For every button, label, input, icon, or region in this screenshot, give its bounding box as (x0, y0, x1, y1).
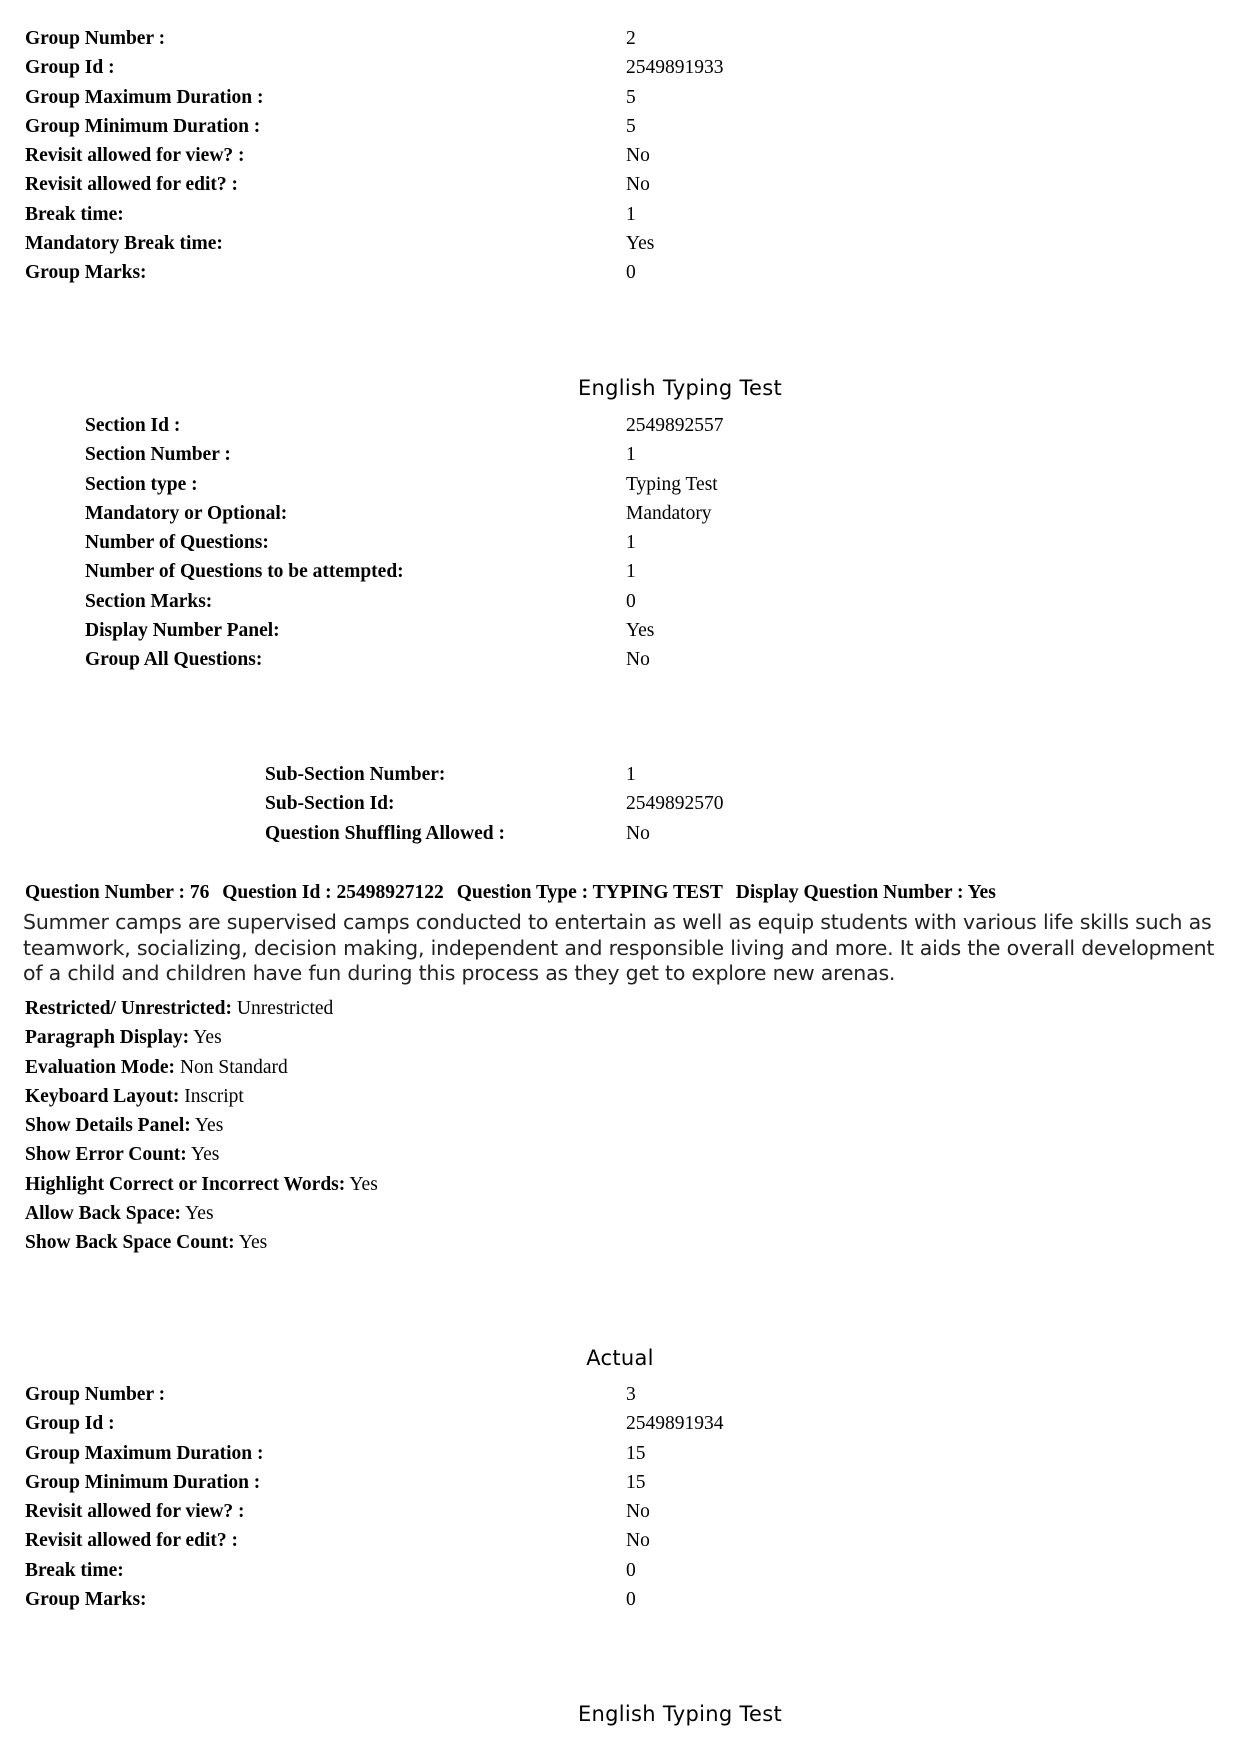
info-row (0, 170, 1240, 199)
info-label: Group Minimum Duration : (25, 1471, 261, 1493)
info-value: No (626, 1530, 650, 1552)
info-row (0, 1409, 1240, 1438)
info-row (0, 1585, 1240, 1614)
info-value: 2549892570 (626, 793, 724, 815)
info-value: 1 (626, 203, 636, 225)
info-value: 0 (626, 590, 636, 612)
info-label: Revisit allowed for view? : (25, 145, 245, 167)
info-value: 0 (626, 1559, 636, 1581)
property-value: Yes (193, 1027, 222, 1049)
info-label: Section Number : (85, 444, 231, 466)
info-row (0, 200, 1240, 229)
info-row (0, 789, 1240, 818)
info-value: No (626, 145, 650, 167)
group-info-block (0, 1380, 1240, 1614)
info-label: Display Number Panel: (85, 620, 280, 642)
question-type: Question Type : TYPING TEST (456, 882, 723, 903)
info-row (0, 141, 1240, 170)
info-label: Section type : (85, 473, 198, 495)
property-label: Keyboard Layout: (25, 1085, 180, 1107)
typing-passage: Summer camps are supervised camps conducted to entertain as well as equip students with various life skills such as teamwork, socializing, decision making, independent and responsible living and more. It aids the overall development of a child and children have fun during this process as they get to explore new arenas. (23, 910, 1215, 985)
info-row (0, 229, 1240, 258)
info-label: Group Number : (25, 28, 166, 49)
info-value: 0 (626, 1589, 636, 1611)
property-value: Yes (190, 1144, 220, 1166)
info-row (0, 1468, 1240, 1497)
info-value: Typing Test (626, 473, 718, 495)
question-id: Question Id : 25498927122 (222, 882, 444, 903)
question-property (0, 1023, 1240, 1052)
question-number: Question Number : 76 (25, 882, 210, 903)
info-value: 2549891934 (626, 1413, 724, 1435)
info-row (0, 645, 1240, 674)
info-row (0, 819, 1240, 848)
info-value: 1 (626, 532, 636, 554)
info-value: No (626, 174, 650, 196)
info-value: 2549891933 (626, 57, 724, 79)
info-label: Group Minimum Duration : (25, 115, 261, 137)
info-label: Sub-Section Number: (265, 764, 446, 785)
info-label: Group Maximum Duration : (25, 1442, 264, 1464)
property-label: Show Details Panel: (25, 1115, 191, 1137)
section-title: English Typing Test (577, 376, 783, 400)
info-row (0, 1526, 1240, 1555)
info-row (0, 1556, 1240, 1585)
info-row (0, 53, 1240, 82)
info-label: Mandatory Break time: (25, 233, 223, 255)
info-label: Section Marks: (85, 590, 213, 612)
property-label: Show Back Space Count: (25, 1232, 235, 1254)
info-value: No (626, 649, 650, 671)
property-label: Paragraph Display: (25, 1027, 190, 1049)
property-value: Yes (349, 1173, 378, 1195)
question-property (0, 1053, 1240, 1082)
property-label: Highlight Correct or Incorrect Words: (25, 1173, 346, 1195)
info-value: 1 (626, 444, 636, 466)
info-label: Group Marks: (25, 262, 147, 284)
info-row (0, 24, 1240, 53)
info-label: Break time: (25, 203, 124, 225)
info-label: Group Number : (25, 1384, 166, 1405)
question-property (0, 1170, 1240, 1199)
group-info-block (0, 24, 1240, 288)
property-label: Allow Back Space: (25, 1203, 181, 1225)
question-property (0, 1140, 1240, 1169)
question-properties (0, 994, 1240, 1258)
group-title: Actual (586, 1346, 654, 1370)
info-row (0, 616, 1240, 645)
info-row (0, 112, 1240, 141)
info-label: Revisit allowed for edit? : (25, 174, 239, 196)
info-row (0, 557, 1240, 586)
info-value: Yes (626, 233, 655, 255)
info-value: Yes (626, 620, 655, 642)
property-value: Yes (194, 1115, 224, 1137)
question-property (0, 1199, 1240, 1228)
property-value: Inscript (184, 1085, 244, 1107)
info-label: Break time: (25, 1559, 124, 1581)
info-label: Number of Questions: (85, 532, 269, 554)
section-title: English Typing Test (577, 1702, 783, 1726)
info-row (0, 470, 1240, 499)
info-row (0, 258, 1240, 287)
info-label: Group Id : (25, 57, 115, 79)
info-value: 1 (626, 764, 636, 785)
info-value: 15 (626, 1471, 646, 1493)
info-value: 0 (626, 262, 636, 284)
info-row (0, 499, 1240, 528)
info-label: Group All Questions: (85, 649, 263, 671)
subsection-info-block (0, 760, 1240, 848)
info-value: No (626, 822, 650, 844)
info-row (0, 83, 1240, 112)
info-value: 15 (626, 1442, 646, 1464)
info-value: Mandatory (626, 502, 712, 524)
question-property (0, 994, 1240, 1023)
info-value: 2 (626, 28, 636, 49)
info-label: Revisit allowed for view? : (25, 1501, 245, 1523)
info-value: No (626, 1501, 650, 1523)
info-row (0, 440, 1240, 469)
info-label: Group Maximum Duration : (25, 86, 264, 108)
info-row (0, 528, 1240, 557)
section-info-block (0, 411, 1240, 675)
property-value: Unrestricted (236, 998, 334, 1019)
info-label: Number of Questions to be attempted: (85, 561, 404, 583)
info-value: 2549892557 (626, 415, 724, 436)
question-property (0, 1228, 1240, 1257)
property-label: Show Error Count: (25, 1144, 187, 1166)
info-value: 1 (626, 561, 636, 583)
question-header (25, 882, 1004, 904)
info-value: 5 (626, 115, 636, 137)
info-value: 3 (626, 1384, 636, 1405)
property-value: Yes (185, 1203, 214, 1225)
info-label: Sub-Section Id: (265, 793, 395, 815)
property-value: Yes (238, 1232, 268, 1254)
info-label: Group Marks: (25, 1589, 147, 1611)
property-label: Evaluation Mode: (25, 1056, 176, 1078)
question-display-number: Display Question Number : Yes (735, 882, 996, 903)
info-row (0, 411, 1240, 440)
info-value: 5 (626, 86, 636, 108)
question-property (0, 1082, 1240, 1111)
info-row (0, 587, 1240, 616)
info-label: Section Id : (85, 415, 181, 436)
info-row (0, 760, 1240, 789)
property-label: Restricted/ Unrestricted: (25, 998, 233, 1019)
info-label: Mandatory or Optional: (85, 502, 288, 524)
info-label: Revisit allowed for edit? : (25, 1530, 239, 1552)
property-value: Non Standard (179, 1056, 288, 1078)
info-label: Question Shuffling Allowed : (265, 822, 506, 844)
info-row (0, 1497, 1240, 1526)
info-row (0, 1439, 1240, 1468)
info-label: Group Id : (25, 1413, 115, 1435)
info-row (0, 1380, 1240, 1409)
question-property (0, 1111, 1240, 1140)
